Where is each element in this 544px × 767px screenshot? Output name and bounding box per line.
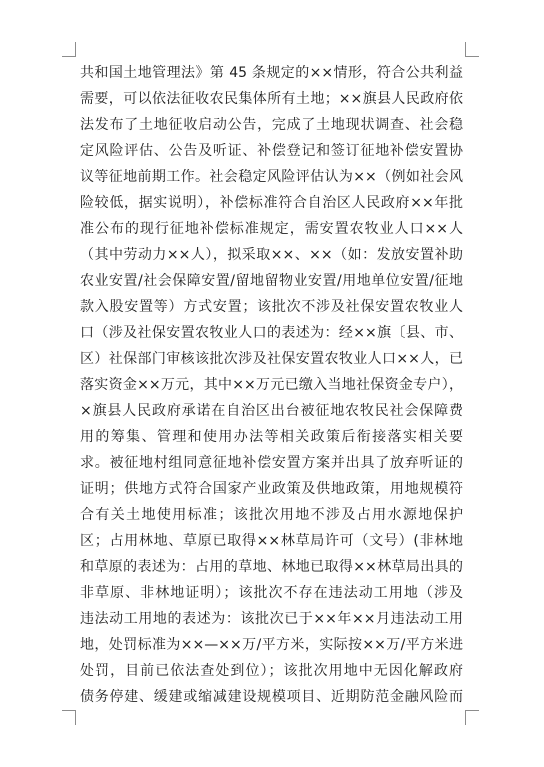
text-line: 和草原的表述为：占用的草地、林地已取得××林草局出具的 [80,559,463,575]
document-body-text[interactable] [80,60,463,710]
text-line: 准公布的现行征地补偿标准规定，需安置农牧业人口××人 [80,221,463,237]
text-line: 险较低，据实说明），补偿标准符合自治区人民政府××年批 [80,195,463,211]
text-line: 农业安置/社会保障安置/留地留物业安置/用地单位安置/征地 [80,273,463,289]
text-line: 定风险评估、公告及听证、补偿登记和签订征地补偿安置协 [80,143,463,159]
text-line: 区）社保部门审核该批次涉及社保安置农牧业人口××人，已 [80,351,463,367]
text-line: 证明；供地方式符合国家产业政策及供地政策，用地规模符 [80,481,463,497]
text-line: 议等征地前期工作。社会稳定风险评估认为××（例如社会风 [80,169,463,185]
text-line: 法发布了土地征收启动公告，完成了土地现状调查、社会稳 [80,117,463,133]
text-line: （其中劳动力××人），拟采取××、××（如：发放安置补助 [80,247,463,263]
text-line: 债务停建、缓建或缩减建设规模项目、近期防范金融风险而 [80,689,463,705]
text-line: 求。被征地村组同意征地补偿安置方案并出具了放弃听证的 [80,455,463,471]
text-line: 款入股安置等）方式安置；该批次不涉及社保安置农牧业人 [80,299,463,315]
crop-mark-bottom-left [62,710,76,725]
text-line: 共和国土地管理法》第 45 条规定的××情形，符合公共利益 [80,65,463,81]
text-line: 落实资金××万元，其中××万元已缴入当地社保资金专户）， [80,377,463,393]
text-line: 处罚，目前已依法查处到位）；该批次用地中无因化解政府 [80,663,463,679]
text-line: 用的筹集、管理和使用办法等相关政策后衔接落实相关要 [80,429,463,445]
text-line: ×旗县人民政府承诺在自治区出台被征地农牧民社会保障费 [80,403,463,419]
text-line: 违法动工用地的表述为：该批次已于××年××月违法动工用 [80,611,463,627]
text-line: 口（涉及社保安置农牧业人口的表述为：经××旗〔县、市、 [80,325,463,341]
text-line: 非草原、非林地证明）；该批次不存在违法动工用地（涉及 [80,585,463,601]
text-line: 地，处罚标准为××—××万/平方米，实际按××万/平方米进 [80,637,463,653]
text-line: 区；占用林地、草原已取得××林草局许可（文号）(非林地 [80,533,463,549]
crop-mark-top-right [465,42,479,57]
crop-mark-bottom-right [465,710,479,725]
crop-mark-top-left [62,42,76,57]
text-line: 合有关土地使用标准；该批次用地不涉及占用水源地保护 [80,507,463,523]
text-line: 需要，可以依法征收农民集体所有土地；××旗县人民政府依 [80,91,463,107]
